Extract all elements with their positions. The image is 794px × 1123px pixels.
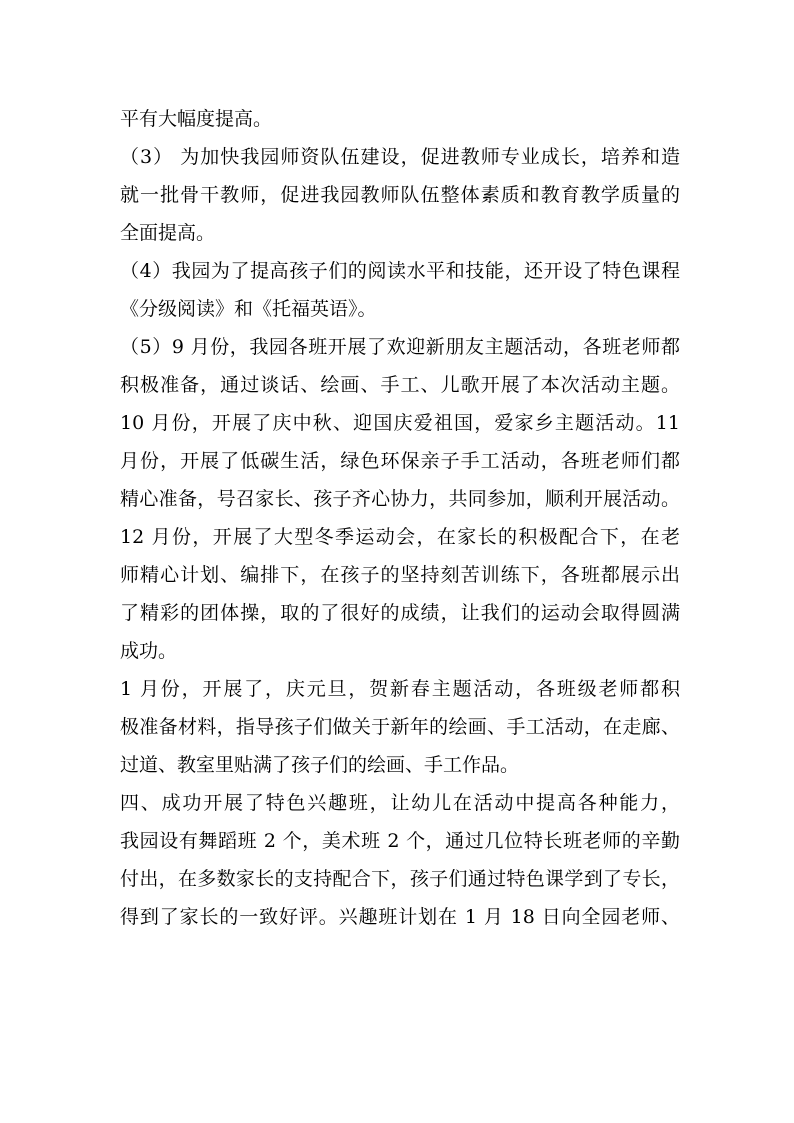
text-line: 全面提高。 <box>120 222 216 244</box>
document-body <box>120 100 680 936</box>
text-line: 我园设有舞蹈班 2 个，美术班 2 个，通过几位特长班老师的辛勤 <box>120 830 680 852</box>
text-line: 四、成功开展了特色兴趣班，让幼儿在活动中提高各种能力， <box>120 792 680 814</box>
text-line: 了精彩的团体操，取的了很好的成绩，让我们的运动会取得圆满 <box>120 602 680 624</box>
text-line: 1 月份，开展了，庆元旦，贺新春主题活动，各班级老师都积 <box>120 678 680 700</box>
text-line: 师精心计划、编排下，在孩子的坚持刻苦训练下，各班都展示出 <box>120 564 680 586</box>
text-line: （4）我园为了提高孩子们的阅读水平和技能，还开设了特色课程 <box>120 260 680 282</box>
text-line: 付出，在多数家长的支持配合下，孩子们通过特色课学到了专长， <box>120 868 680 890</box>
text-line: 过道、教室里贴满了孩子们的绘画、手工作品。 <box>120 754 520 776</box>
text-line: （5）9 月份，我园各班开展了欢迎新朋友主题活动，各班老师都 <box>120 336 680 358</box>
text-line: 平有大幅度提高。 <box>120 108 273 130</box>
text-line: 成功。 <box>120 640 178 662</box>
text-line: 积极准备，通过谈话、绘画、手工、儿歌开展了本次活动主题。 <box>120 374 680 396</box>
text-line: 月份，开展了低碳生活，绿色环保亲子手工活动，各班老师们都 <box>120 450 680 472</box>
text-line: 得到了家长的一致好评。兴趣班计划在 1 月 18 日向全园老师、 <box>120 906 680 928</box>
text-line: （3） 为加快我园师资队伍建设，促进教师专业成长，培养和造 <box>120 146 680 168</box>
text-line: 12 月份，开展了大型冬季运动会，在家长的积极配合下，在老 <box>120 526 680 548</box>
text-line: 10 月份，开展了庆中秋、迎国庆爱祖国，爱家乡主题活动。11 <box>120 412 680 434</box>
text-line: 就一批骨干教师，促进我园教师队伍整体素质和教育教学质量的 <box>120 184 680 206</box>
text-line: 精心准备，号召家长、孩子齐心协力，共同参加，顺利开展活动。 <box>120 488 680 510</box>
text-line: 极准备材料，指导孩子们做关于新年的绘画、手工活动，在走廊、 <box>120 716 680 738</box>
text-line: 《分级阅读》和《托福英语》。 <box>120 298 377 320</box>
